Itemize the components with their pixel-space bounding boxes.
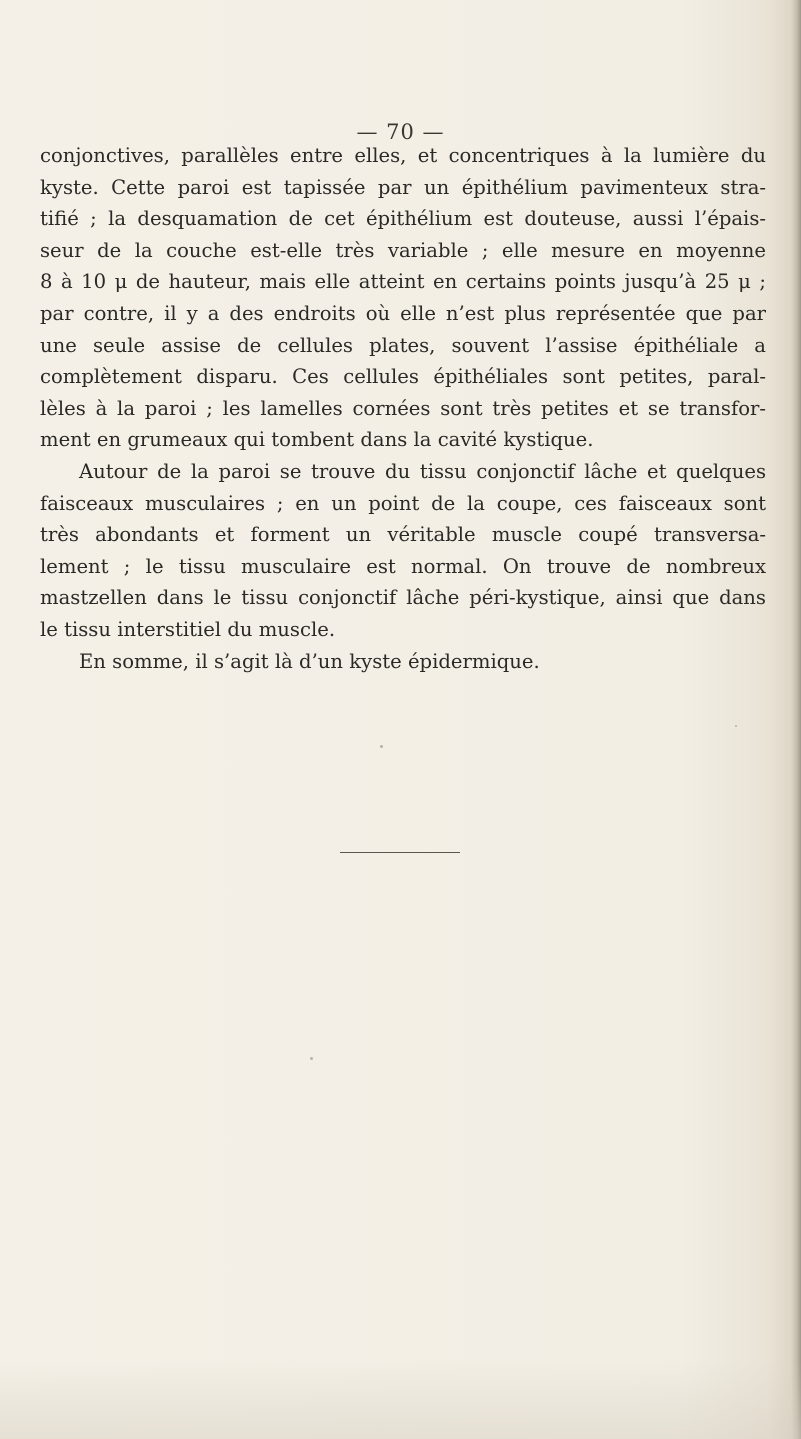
paragraph-1 [40, 140, 766, 456]
paragraph-3 [40, 646, 766, 678]
paper-speck [735, 725, 737, 727]
text-line: ment en grumeaux qui tombent dans la cavité kystique. [40, 428, 594, 452]
text-line: très abondants et forment un véritable muscle coupé transversa- [40, 523, 766, 547]
text-line: Autour de la paroi se trouve du tissu conjonctif lâche et quelques [79, 459, 766, 483]
page-bottom-shade [0, 1359, 801, 1439]
section-divider-rule [340, 852, 460, 853]
text-line: une seule assise de cellules plates, souvent l’assise épithéliale a [40, 333, 766, 357]
paper-speck [380, 745, 383, 748]
text-line: kyste. Cette paroi est tapissée par un épithélium pavimenteux stra- [40, 175, 766, 199]
page-number: — 70 — [356, 120, 445, 144]
text-line: complètement disparu. Ces cellules épithéliales sont petites, paral- [40, 365, 766, 389]
body-text [40, 140, 766, 677]
text-line: seur de la couche est-elle très variable ; elle mesure en moyenne [40, 238, 766, 262]
text-line: le tissu interstitiel du muscle. [40, 617, 336, 641]
paper-speck [310, 1057, 313, 1060]
text-line: lement ; le tissu musculaire est normal. On trouve de nombreux [40, 554, 766, 578]
text-line: faisceaux musculaires ; en un point de la coupe, ces faisceaux sont [40, 491, 766, 515]
text-line: lèles à la paroi ; les lamelles cornées sont très petites et se transfor- [40, 396, 766, 420]
text-line: 8 à 10 μ de hauteur, mais elle atteint en certains points jusqu’à 25 μ ; [40, 270, 766, 294]
paragraph-2 [40, 456, 766, 646]
text-line: par contre, il y a des endroits où elle n’est plus représentée que par [40, 301, 766, 325]
text-line: mastzellen dans le tissu conjonctif lâche péri-kystique, ainsi que dans [40, 586, 766, 610]
page-edge-shadow [791, 0, 801, 1439]
text-line: conjonctives, parallèles entre elles, et concentriques à la lumière du [40, 144, 766, 167]
text-line: tifié ; la desquamation de cet épithélium est douteuse, aussi l’épais- [40, 207, 766, 231]
text-line: En somme, il s’agit là d’un kyste épidermique. [79, 649, 540, 673]
